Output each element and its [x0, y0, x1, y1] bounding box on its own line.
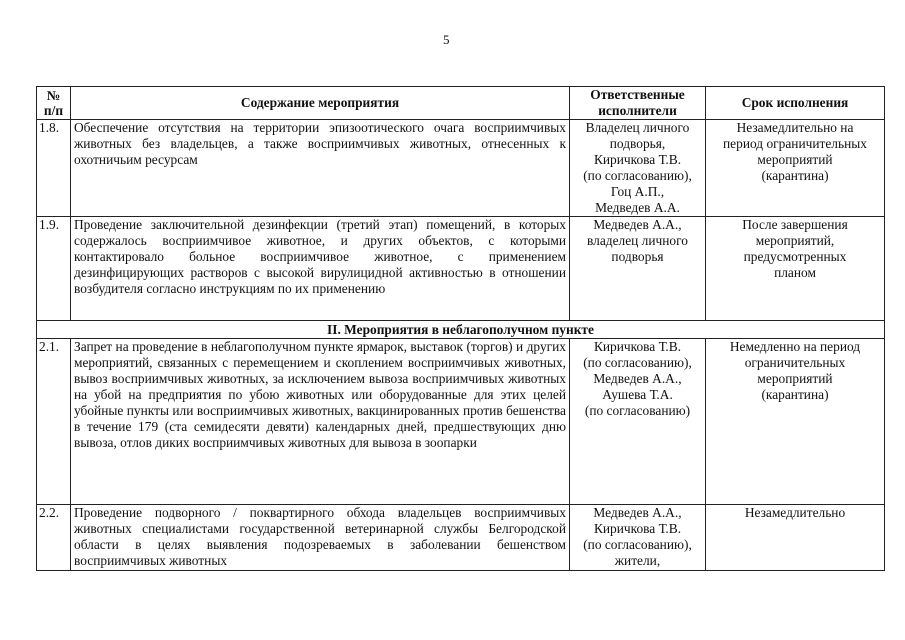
- table-row: [37, 339, 885, 505]
- row-content: Проведение подворного / поквартирного обхода владельцев восприимчивых животных специалистами государственной ветеринарной службы Белгородской области в целях выявления подозреваемых в заболевании бешенством восприимчивых животных: [71, 505, 570, 571]
- table-row: [37, 505, 885, 571]
- row-responsible: Киричкова Т.В. (по согласованию), Медведев А.А., Аушева Т.А. (по согласованию): [570, 339, 706, 505]
- row-number: 2.2.: [37, 505, 71, 571]
- row-term: Немедленно на период ограничительных мероприятий (карантина): [706, 339, 885, 505]
- row-responsible: Медведев А.А., владелец личного подворья: [570, 217, 706, 321]
- table-row: [37, 120, 885, 217]
- section-row: [37, 321, 885, 339]
- row-term: Незамедлительно: [706, 505, 885, 571]
- row-content: Запрет на проведение в неблагополучном пункте ярмарок, выставок (торгов) и других мероприятий, связанных с перемещением и скоплением восприимчивых животных, вывоз восприимчивых животных, за исключением вывоза восприимчивых животных на убой на предприятия по убою животных или оборудованные для этих целей убойные пункты или восприимчивых животных, вакцинированных против бешенства в течение 179 (ста семидесяти девяти) календарных дней, предшествующих дню вывоза, отлов диких восприимчивых животных для вывоза в зоопарки: [71, 339, 570, 505]
- header-term: Срок исполнения: [706, 87, 885, 120]
- row-number: 1.9.: [37, 217, 71, 321]
- section-title: II. Мероприятия в неблагополучном пункте: [37, 321, 885, 339]
- measures-table: [36, 86, 885, 571]
- row-term: После завершения мероприятий, предусмотренных планом: [706, 217, 885, 321]
- header-responsible: Ответственные исполнители: [570, 87, 706, 120]
- header-number: № п/п: [37, 87, 71, 120]
- row-content: Проведение заключительной дезинфекции (третий этап) помещений, в которых содержалось восприимчивое животное, и других объектов, с которыми контактировало больное восприимчивое животное, с применением дезинфицирующих растворов с высокой вирулицидной активностью в отношении возбудителя согласно инструкциям по их применению: [71, 217, 570, 321]
- table-header-row: [37, 87, 885, 120]
- row-responsible: Владелец личного подворья, Киричкова Т.В. (по согласованию), Гоц А.П., Медведев А.А.: [570, 120, 706, 217]
- row-term: Незамедлительно на период ограничительных мероприятий (карантина): [706, 120, 885, 217]
- table-row: [37, 217, 885, 321]
- row-responsible: Медведев А.А., Киричкова Т.В. (по согласованию), жители,: [570, 505, 706, 571]
- page-number: 5: [443, 32, 450, 47]
- row-number: 2.1.: [37, 339, 71, 505]
- row-number: 1.8.: [37, 120, 71, 217]
- header-content: Содержание мероприятия: [71, 87, 570, 120]
- row-content: Обеспечение отсутствия на территории эпизоотического очага восприимчивых животных без владельцев, а также восприимчивых животных, отнесенных к охотничьим ресурсам: [71, 120, 570, 217]
